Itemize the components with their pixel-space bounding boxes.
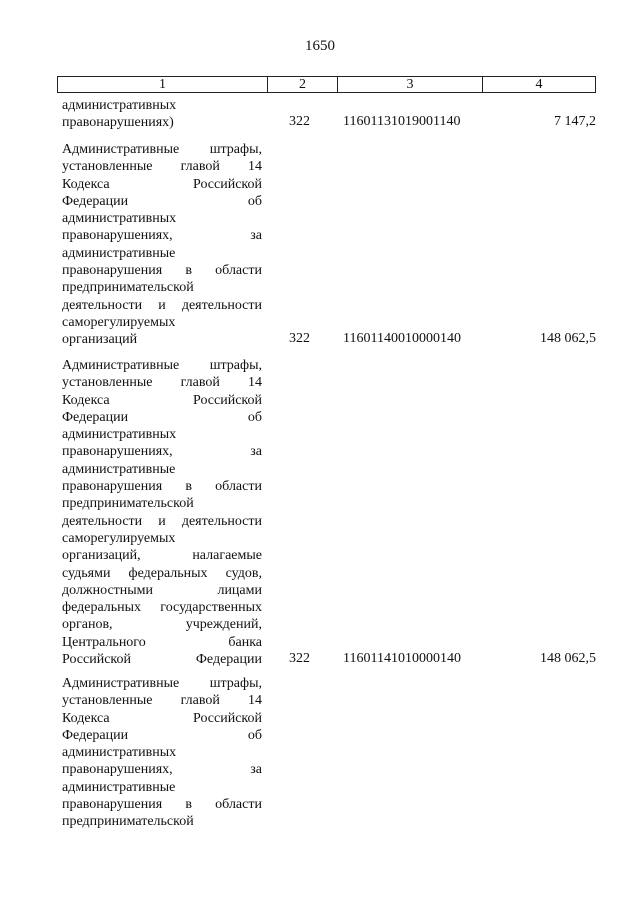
description-line: предпринимательской — [62, 280, 194, 296]
description-line: правонарушениях, за — [62, 228, 262, 244]
description-line: Кодекса Российской — [62, 710, 262, 726]
description-line: правонарушения в области — [62, 263, 262, 279]
description-line: деятельности и деятельности — [62, 513, 262, 529]
description-line: административных — [62, 211, 177, 227]
amount-cell: 7 147,2 — [554, 114, 596, 130]
description-line: установленные главой 14 — [62, 159, 262, 175]
description-line: Федерации об — [62, 193, 262, 209]
description-line: Российской Федерации — [62, 652, 262, 668]
description-line: Федерации об — [62, 409, 262, 425]
description-line: правонарушениях) — [62, 115, 174, 131]
description-line: Кодекса Российской — [62, 392, 262, 408]
kbk-code-cell: 11601131019001140 — [343, 114, 461, 130]
page-number: 1650 — [305, 38, 335, 54]
description-line: Административные штрафы, — [62, 358, 262, 373]
description-line: предпринимательской — [62, 496, 194, 512]
description-line: правонарушения в области — [62, 479, 262, 495]
description-line: административных — [62, 745, 177, 761]
description-line: предпринимательской — [62, 814, 194, 830]
admin-code-cell: 322 — [289, 331, 310, 347]
row-description — [62, 97, 262, 132]
description-line: установленные главой 14 — [62, 693, 262, 709]
description-line: Федерации об — [62, 727, 262, 743]
admin-code-cell: 322 — [289, 651, 310, 667]
description-line: должностными лицами — [62, 582, 262, 598]
description-line: деятельности и деятельности — [62, 297, 262, 313]
description-line: административные — [62, 245, 176, 261]
row-description — [62, 357, 262, 668]
description-line: правонарушениях, за — [62, 762, 262, 778]
description-line: административные — [62, 461, 176, 477]
description-line: Административные штрафы, — [62, 142, 262, 157]
description-line: административных — [62, 427, 177, 443]
description-line: Центрального банка — [62, 634, 262, 650]
description-line: федеральных государственных — [62, 600, 262, 616]
table-header — [57, 76, 596, 93]
admin-code-cell: 322 — [289, 114, 310, 130]
amount-cell: 148 062,5 — [540, 331, 596, 347]
description-line: административные — [62, 779, 176, 795]
kbk-code-cell: 11601140010000140 — [343, 331, 461, 347]
description-line: организаций, налагаемые — [62, 548, 262, 564]
description-line: судьями федеральных судов, — [62, 565, 262, 581]
description-line: организаций — [62, 332, 138, 348]
row-description — [62, 141, 262, 349]
header-col-4: 4 — [535, 77, 543, 92]
description-line: Административные штрафы, — [62, 676, 262, 691]
description-line: Кодекса Российской — [62, 176, 262, 192]
description-line: установленные главой 14 — [62, 375, 262, 391]
description-line: саморегулируемых — [62, 530, 176, 546]
description-line: органов, учреждений, — [62, 617, 262, 633]
description-line: правонарушениях, за — [62, 444, 262, 460]
description-line: административных — [62, 98, 177, 113]
description-line: правонарушения в области — [62, 797, 262, 813]
amount-cell: 148 062,5 — [540, 651, 596, 667]
kbk-code-cell: 11601141010000140 — [343, 651, 461, 667]
row-description — [62, 675, 262, 831]
header-col-2: 2 — [268, 77, 338, 92]
description-line: саморегулируемых — [62, 314, 176, 330]
header-col-3: 3 — [338, 77, 483, 92]
header-col-1: 1 — [58, 77, 268, 92]
